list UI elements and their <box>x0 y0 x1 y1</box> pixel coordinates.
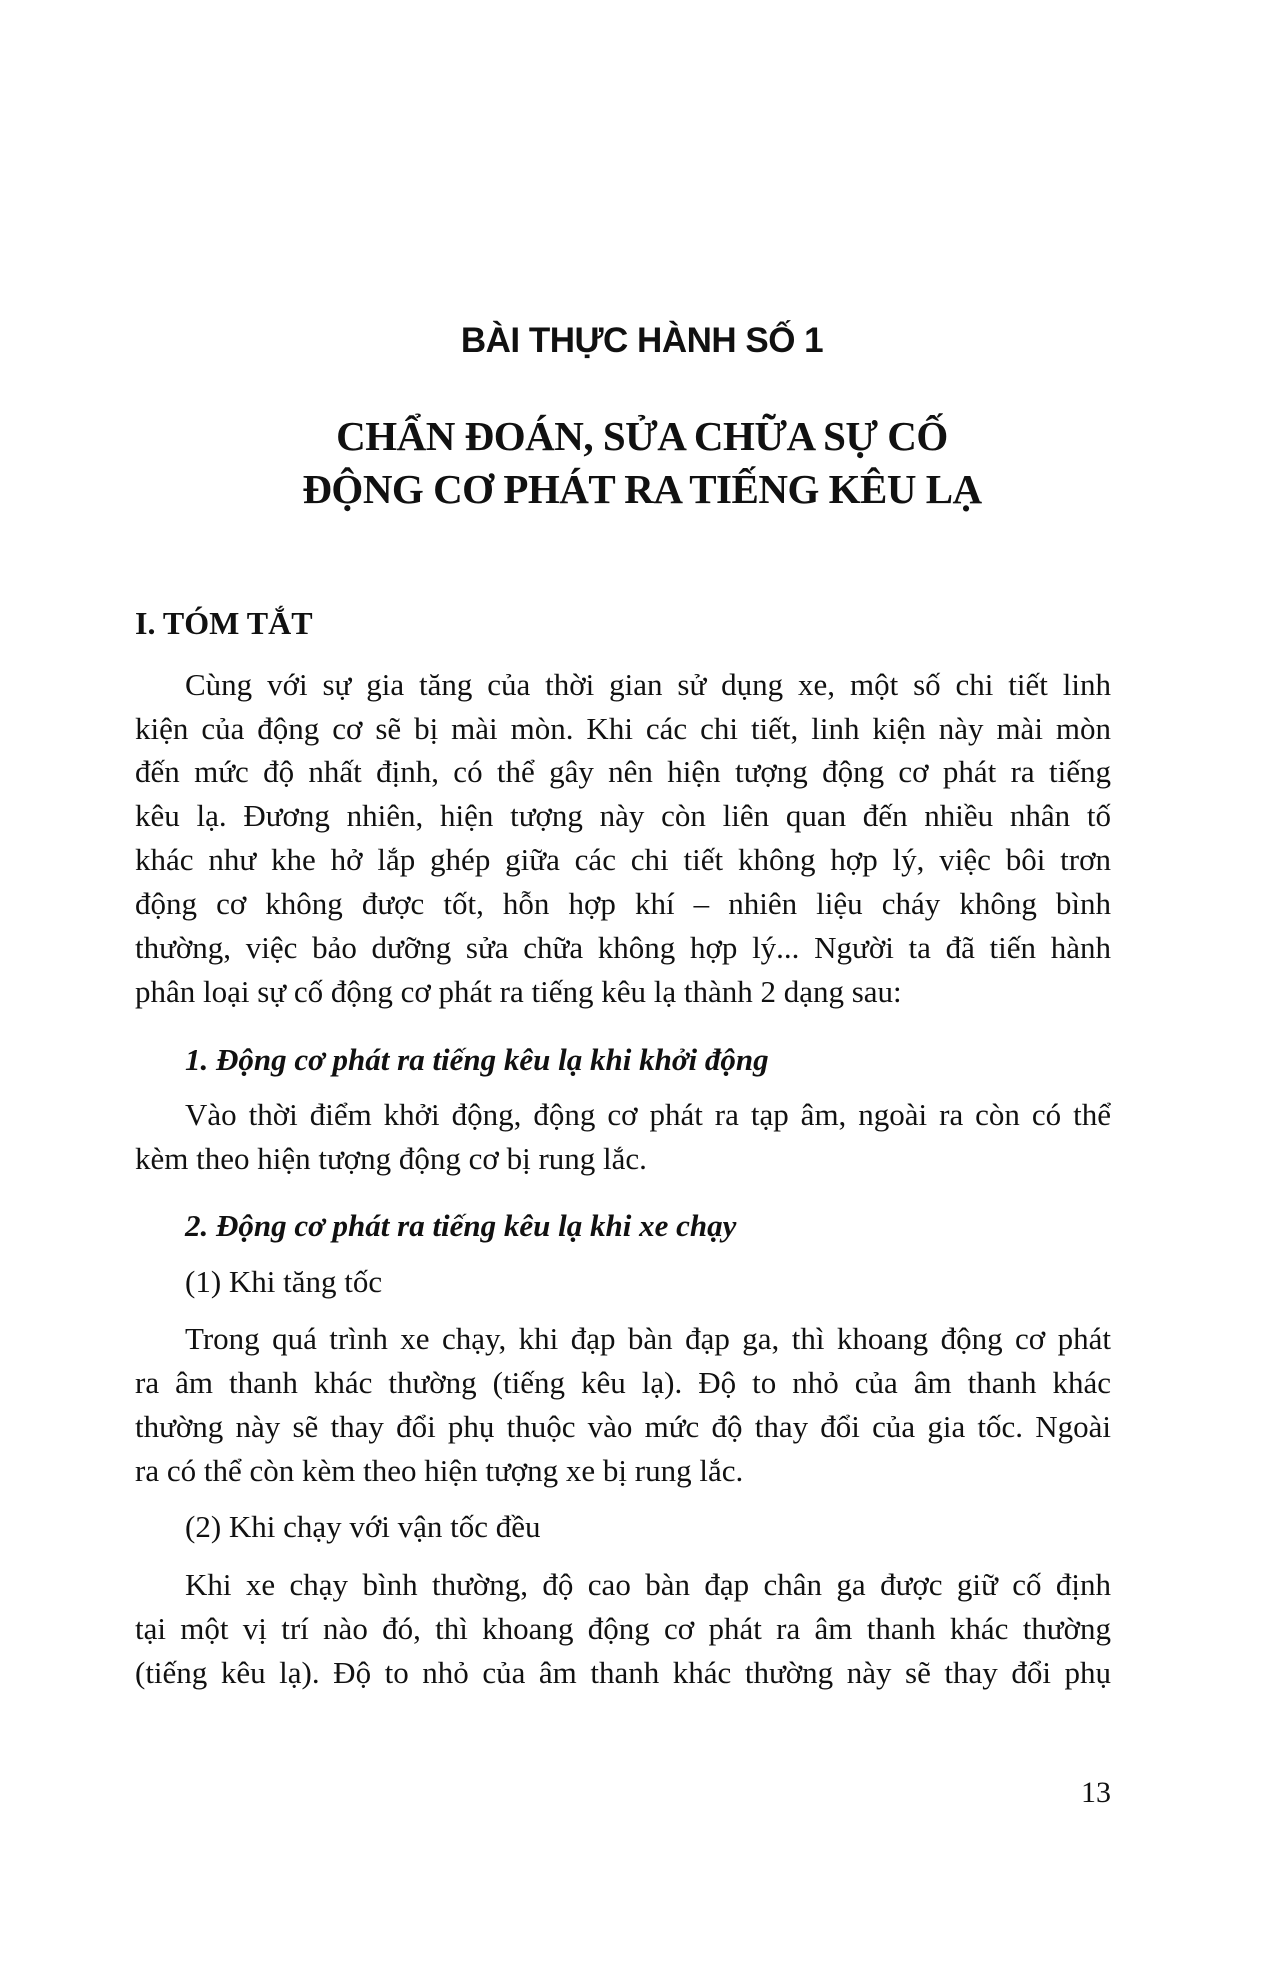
text-line: ra có thể còn kèm theo hiện tượng xe bị rung lắc. <box>135 1453 744 1488</box>
text-line: tại một vị trí nào đó, thì khoang động cơ phát ra âm thanh khác thường <box>135 1611 1111 1646</box>
case-1-label: (1) Khi tăng tốc <box>185 1264 383 1299</box>
text-line: Vào thời điểm khởi động, động cơ phát ra tạp âm, ngoài ra còn có thể <box>185 1097 1111 1132</box>
exercise-title: BÀI THỰC HÀNH SỐ 1 <box>460 321 824 360</box>
text-line: thường, việc bảo dưỡng sửa chữa không hợp lý... Người ta đã tiến hành <box>135 930 1111 965</box>
page-number: 13 <box>1081 1776 1111 1809</box>
section-heading: I. TÓM TẮT <box>135 605 313 641</box>
chapter-title-line-2: ĐỘNG CƠ PHÁT RA TIẾNG KÊU LẠ <box>302 466 982 512</box>
case-2-label: (2) Khi chạy với vận tốc đều <box>185 1509 541 1544</box>
subheading-2: 2. Động cơ phát ra tiếng kêu lạ khi xe chạy <box>185 1208 737 1243</box>
text-line: động cơ không được tốt, hỗn hợp khí – nhiên liệu cháy không bình <box>135 886 1111 921</box>
text-line: khác như khe hở lắp ghép giữa các chi tiết không hợp lý, việc bôi trơn <box>135 842 1111 877</box>
text-line: kiện của động cơ sẽ bị mài mòn. Khi các chi tiết, linh kiện này mài mòn <box>135 711 1111 746</box>
text-line: phân loại sự cố động cơ phát ra tiếng kêu lạ thành 2 dạng sau: <box>135 974 902 1009</box>
text-line: Khi xe chạy bình thường, độ cao bàn đạp chân ga được giữ cố định <box>185 1567 1111 1602</box>
text-line: Trong quá trình xe chạy, khi đạp bàn đạp ga, thì khoang động cơ phát <box>185 1321 1111 1356</box>
text-line: ra âm thanh khác thường (tiếng kêu lạ). Độ to nhỏ của âm thanh khác <box>135 1365 1111 1400</box>
text-line: Cùng với sự gia tăng của thời gian sử dụng xe, một số chi tiết linh <box>185 667 1111 702</box>
text-line: (tiếng kêu lạ). Độ to nhỏ của âm thanh khác thường này sẽ thay đổi phụ <box>135 1655 1111 1690</box>
text-line: kêu lạ. Đương nhiên, hiện tượng này còn liên quan đến nhiều nhân tố <box>135 798 1111 833</box>
subheading-1: 1. Động cơ phát ra tiếng kêu lạ khi khởi động <box>185 1042 769 1077</box>
text-line: kèm theo hiện tượng động cơ bị rung lắc. <box>135 1141 647 1176</box>
chapter-title-line-1: CHẨN ĐOÁN, SỬA CHỮA SỰ CỐ <box>336 413 948 459</box>
text-line: thường này sẽ thay đổi phụ thuộc vào mức độ thay đổi của gia tốc. Ngoài <box>135 1409 1111 1444</box>
text-line: đến mức độ nhất định, có thể gây nên hiện tượng động cơ phát ra tiếng <box>135 754 1111 789</box>
